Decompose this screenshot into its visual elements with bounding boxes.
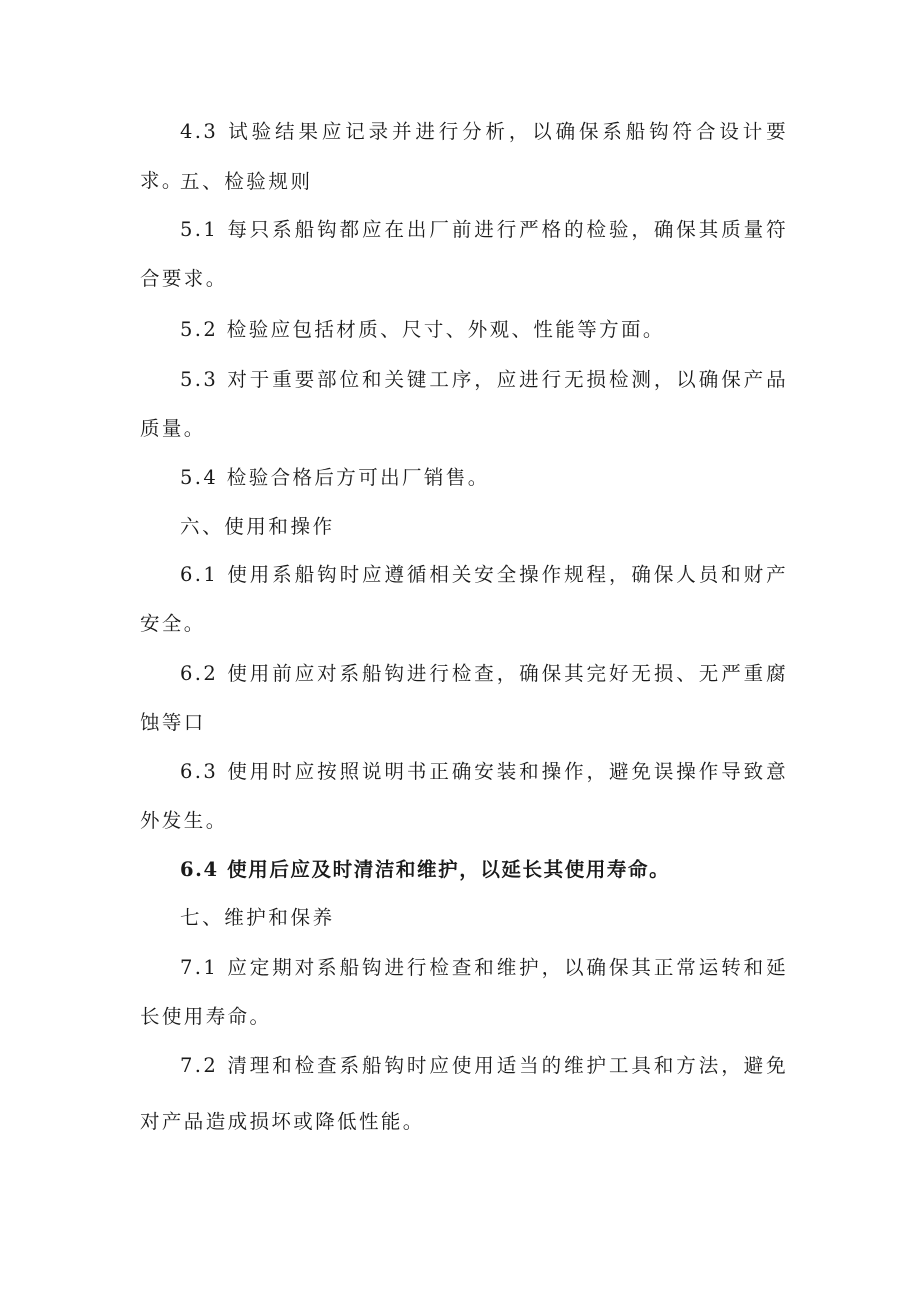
paragraph-7-1: 7.1 应定期对系船钩进行检查和维护，以确保其正常运转和延长使用寿命。 <box>140 956 788 1028</box>
paragraph-6-2: 6.2 使用前应对系船钩进行检查，确保其完好无损、无严重腐蚀等口 <box>140 662 788 734</box>
section-heading-7: 七、维护和保养 <box>180 906 335 929</box>
paragraph-6-4: 6.4 使用后应及时清洁和维护，以延长其使用寿命。 <box>180 858 671 881</box>
paragraph-5-4: 5.4 检验合格后方可出厂销售。 <box>180 466 490 489</box>
paragraph-7-2: 7.2 清理和检查系船钩时应使用适当的维护工具和方法，避免对产品造成损坏或降低性能。 <box>140 1054 788 1133</box>
paragraph-5-3: 5.3 对于重要部位和关键工序，应进行无损检测，以确保产品质量。 <box>140 368 788 440</box>
section-heading-5: 五、检验规则 <box>180 170 313 193</box>
paragraph-4-3: 4.3 试验结果应记录并进行分析，以确保系船钩符合设计要求。 <box>140 120 788 192</box>
paragraph-6-1: 6.1 使用系船钩时应遵循相关安全操作规程，确保人员和财产安全。 <box>140 563 788 635</box>
paragraph-6-3: 6.3 使用时应按照说明书正确安装和操作，避免误操作导致意外发生。 <box>140 760 788 832</box>
section-heading-6: 六、使用和操作 <box>180 515 335 538</box>
paragraph-5-1: 5.1 每只系船钩都应在出厂前进行严格的检验，确保其质量符合要求。 <box>140 218 788 290</box>
paragraph-5-2: 5.2 检验应包括材质、尺寸、外观、性能等方面。 <box>180 318 665 341</box>
